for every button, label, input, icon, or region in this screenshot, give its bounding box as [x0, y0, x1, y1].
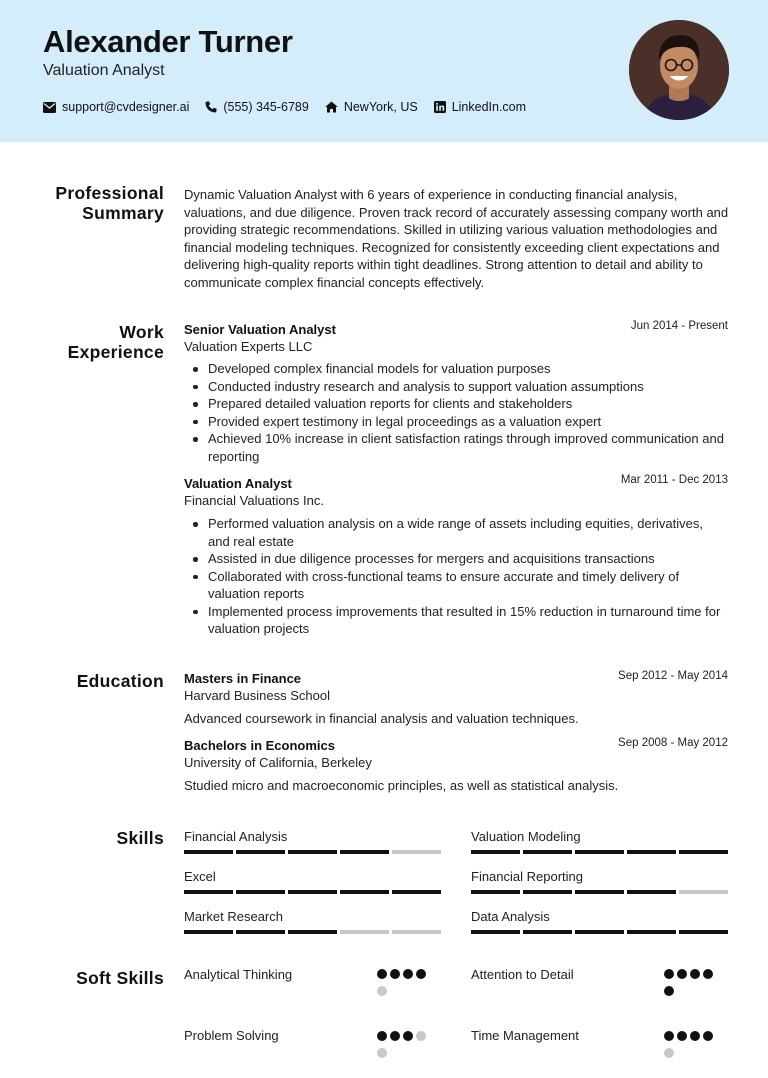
rating-dot [377, 1031, 387, 1041]
candidate-role: Valuation Analyst [43, 62, 165, 79]
list-item: Conducted industry research and analysis to support valuation assumptions [208, 378, 728, 396]
skill-level-segment [340, 890, 389, 894]
section-title-experience [68, 322, 164, 362]
rating-dot [664, 986, 674, 996]
job-company: Valuation Experts LLC [184, 339, 313, 354]
rating-dot [416, 1031, 426, 1041]
rating-dot [377, 969, 387, 979]
job-dates: Jun 2014 - Present [630, 320, 728, 332]
skill-level-bar [184, 930, 441, 934]
list-item: Collaborated with cross-functional teams to ensure accurate and timely delivery of valuation reports [208, 568, 728, 603]
skill-name: Excel [184, 869, 216, 884]
soft-skill-name: Attention to Detail [471, 967, 574, 982]
job-bullets [208, 360, 728, 465]
skill-level-segment [184, 890, 233, 894]
rating-dot [664, 1048, 674, 1058]
rating-dot [390, 1031, 400, 1041]
skill-level-segment [288, 890, 337, 894]
section-title-line: Work [119, 322, 164, 342]
soft-skill-rating [664, 1031, 720, 1065]
skill-level-segment [627, 850, 676, 854]
contact-email-text: support@cvdesigner.ai [62, 100, 190, 114]
skill-name: Market Research [184, 909, 283, 924]
skill-level-segment [679, 930, 728, 934]
skill-level-segment [627, 930, 676, 934]
job-dates: Mar 2011 - Dec 2013 [620, 474, 728, 486]
contact-phone-text: (555) 345-6789 [223, 100, 309, 114]
skill-level-segment [236, 930, 285, 934]
soft-skill-rating [377, 1031, 433, 1065]
skill-level-segment [288, 930, 337, 934]
rating-dot [690, 969, 700, 979]
skill-level-segment [523, 850, 572, 854]
contact-linkedin[interactable] [434, 100, 526, 114]
rating-dot [403, 1031, 413, 1041]
job-bullets [208, 515, 728, 638]
skill-level-bar [471, 930, 728, 934]
rating-dot [677, 1031, 687, 1041]
soft-skill-name: Time Management [471, 1028, 579, 1043]
section-title-line: Experience [67, 342, 164, 362]
rating-dot [677, 969, 687, 979]
skill-name: Data Analysis [471, 909, 550, 924]
rating-dot [377, 1048, 387, 1058]
soft-skill-rating [377, 969, 433, 1003]
skill-name: Financial Analysis [184, 829, 288, 844]
section-title-skills [116, 828, 164, 848]
skill-level-segment [184, 930, 233, 934]
job-title: Senior Valuation Analyst [184, 322, 336, 337]
summary-text: Dynamic Valuation Analyst with 6 years of experience in conducting financial analysis, valuations, and due diligence. Proven track record of accurately assessing company worth and providing strategic recommendations. Skilled in utilizing various valuation methodologies and financial modeling techniques. Recognized for consistently exceeding client expectations and delivering high-quality reports within tight deadlines. Strong attention to detail and ability to communicate complex financial concepts effectively. [184, 187, 729, 290]
section-title-line: Summary [82, 203, 164, 223]
skill-level-segment [392, 930, 441, 934]
skill-level-segment [340, 850, 389, 854]
section-title-line: Skills [116, 828, 164, 848]
contact-email[interactable] [43, 100, 189, 114]
soft-skill-rating [664, 969, 720, 1003]
candidate-name: Alexander Turner [43, 24, 293, 59]
education-degree: Bachelors in Economics [184, 738, 335, 753]
soft-skill-name: Analytical Thinking [184, 967, 293, 982]
list-item: Assisted in due diligence processes for mergers and acquisitions transactions [208, 550, 728, 568]
envelope-icon [43, 102, 56, 113]
skill-level-segment [471, 890, 520, 894]
section-title-line: Soft Skills [76, 968, 164, 988]
contact-location-text: NewYork, US [343, 100, 418, 114]
section-title-line: Professional [55, 183, 164, 203]
education-degree: Masters in Finance [184, 671, 302, 686]
linkedin-icon [434, 101, 446, 113]
skill-level-segment [184, 850, 233, 854]
skill-level-segment [523, 890, 572, 894]
skill-level-segment [627, 890, 676, 894]
skill-level-bar [471, 850, 728, 854]
skill-level-bar [184, 850, 441, 854]
contact-bar [43, 100, 542, 114]
list-item: Developed complex financial models for valuation purposes [208, 360, 728, 378]
skill-level-segment [679, 890, 728, 894]
skill-level-segment [236, 890, 285, 894]
skill-level-segment [392, 890, 441, 894]
education-description: Studied micro and macroeconomic principles, as well as statistical analysis. [184, 778, 619, 793]
rating-dot [690, 1031, 700, 1041]
avatar [629, 20, 729, 120]
education-dates: Sep 2008 - May 2012 [618, 737, 728, 749]
contact-location [325, 100, 418, 114]
list-item: Prepared detailed valuation reports for clients and stakeholders [208, 395, 728, 413]
skill-level-segment [575, 890, 624, 894]
education-school: Harvard Business School [184, 688, 330, 703]
skill-level-segment [288, 850, 337, 854]
skill-level-segment [575, 850, 624, 854]
skill-name: Valuation Modeling [471, 829, 581, 844]
rating-dot [377, 986, 387, 996]
contact-linkedin-text: LinkedIn.com [451, 100, 527, 114]
rating-dot [416, 969, 426, 979]
skill-level-bar [184, 890, 441, 894]
education-school: University of California, Berkeley [184, 755, 372, 770]
home-icon [325, 101, 338, 113]
skill-level-segment [392, 850, 441, 854]
skill-level-segment [340, 930, 389, 934]
skill-name: Financial Reporting [471, 869, 584, 884]
section-title-education [77, 671, 164, 691]
list-item: Provided expert testimony in legal proceedings as a valuation expert [208, 413, 728, 431]
rating-dot [664, 969, 674, 979]
section-title-summary [55, 183, 164, 223]
list-item: Implemented process improvements that resulted in 15% reduction in turnaround time for valuation projects [208, 603, 728, 638]
skill-level-segment [471, 930, 520, 934]
rating-dot [703, 969, 713, 979]
header-banner [0, 0, 768, 142]
soft-skill-name: Problem Solving [184, 1028, 279, 1043]
section-title-line: Education [76, 671, 164, 691]
contact-phone[interactable] [205, 100, 308, 114]
job-company: Financial Valuations Inc. [184, 493, 324, 508]
skill-level-segment [523, 930, 572, 934]
skill-level-segment [236, 850, 285, 854]
rating-dot [390, 969, 400, 979]
skill-level-bar [471, 890, 728, 894]
job-title: Valuation Analyst [184, 476, 292, 491]
phone-icon [205, 101, 217, 113]
skill-level-segment [679, 850, 728, 854]
education-description: Advanced coursework in financial analysis and valuation techniques. [184, 711, 579, 726]
rating-dot [664, 1031, 674, 1041]
rating-dot [403, 969, 413, 979]
list-item: Achieved 10% increase in client satisfaction ratings through improved communication and reporting [208, 430, 728, 465]
rating-dot [703, 1031, 713, 1041]
section-title-soft-skills [76, 968, 164, 988]
skill-level-segment [471, 850, 520, 854]
education-dates: Sep 2012 - May 2014 [618, 670, 728, 682]
skill-level-segment [575, 930, 624, 934]
list-item: Performed valuation analysis on a wide range of assets including equities, derivatives, and real estate [208, 515, 728, 550]
